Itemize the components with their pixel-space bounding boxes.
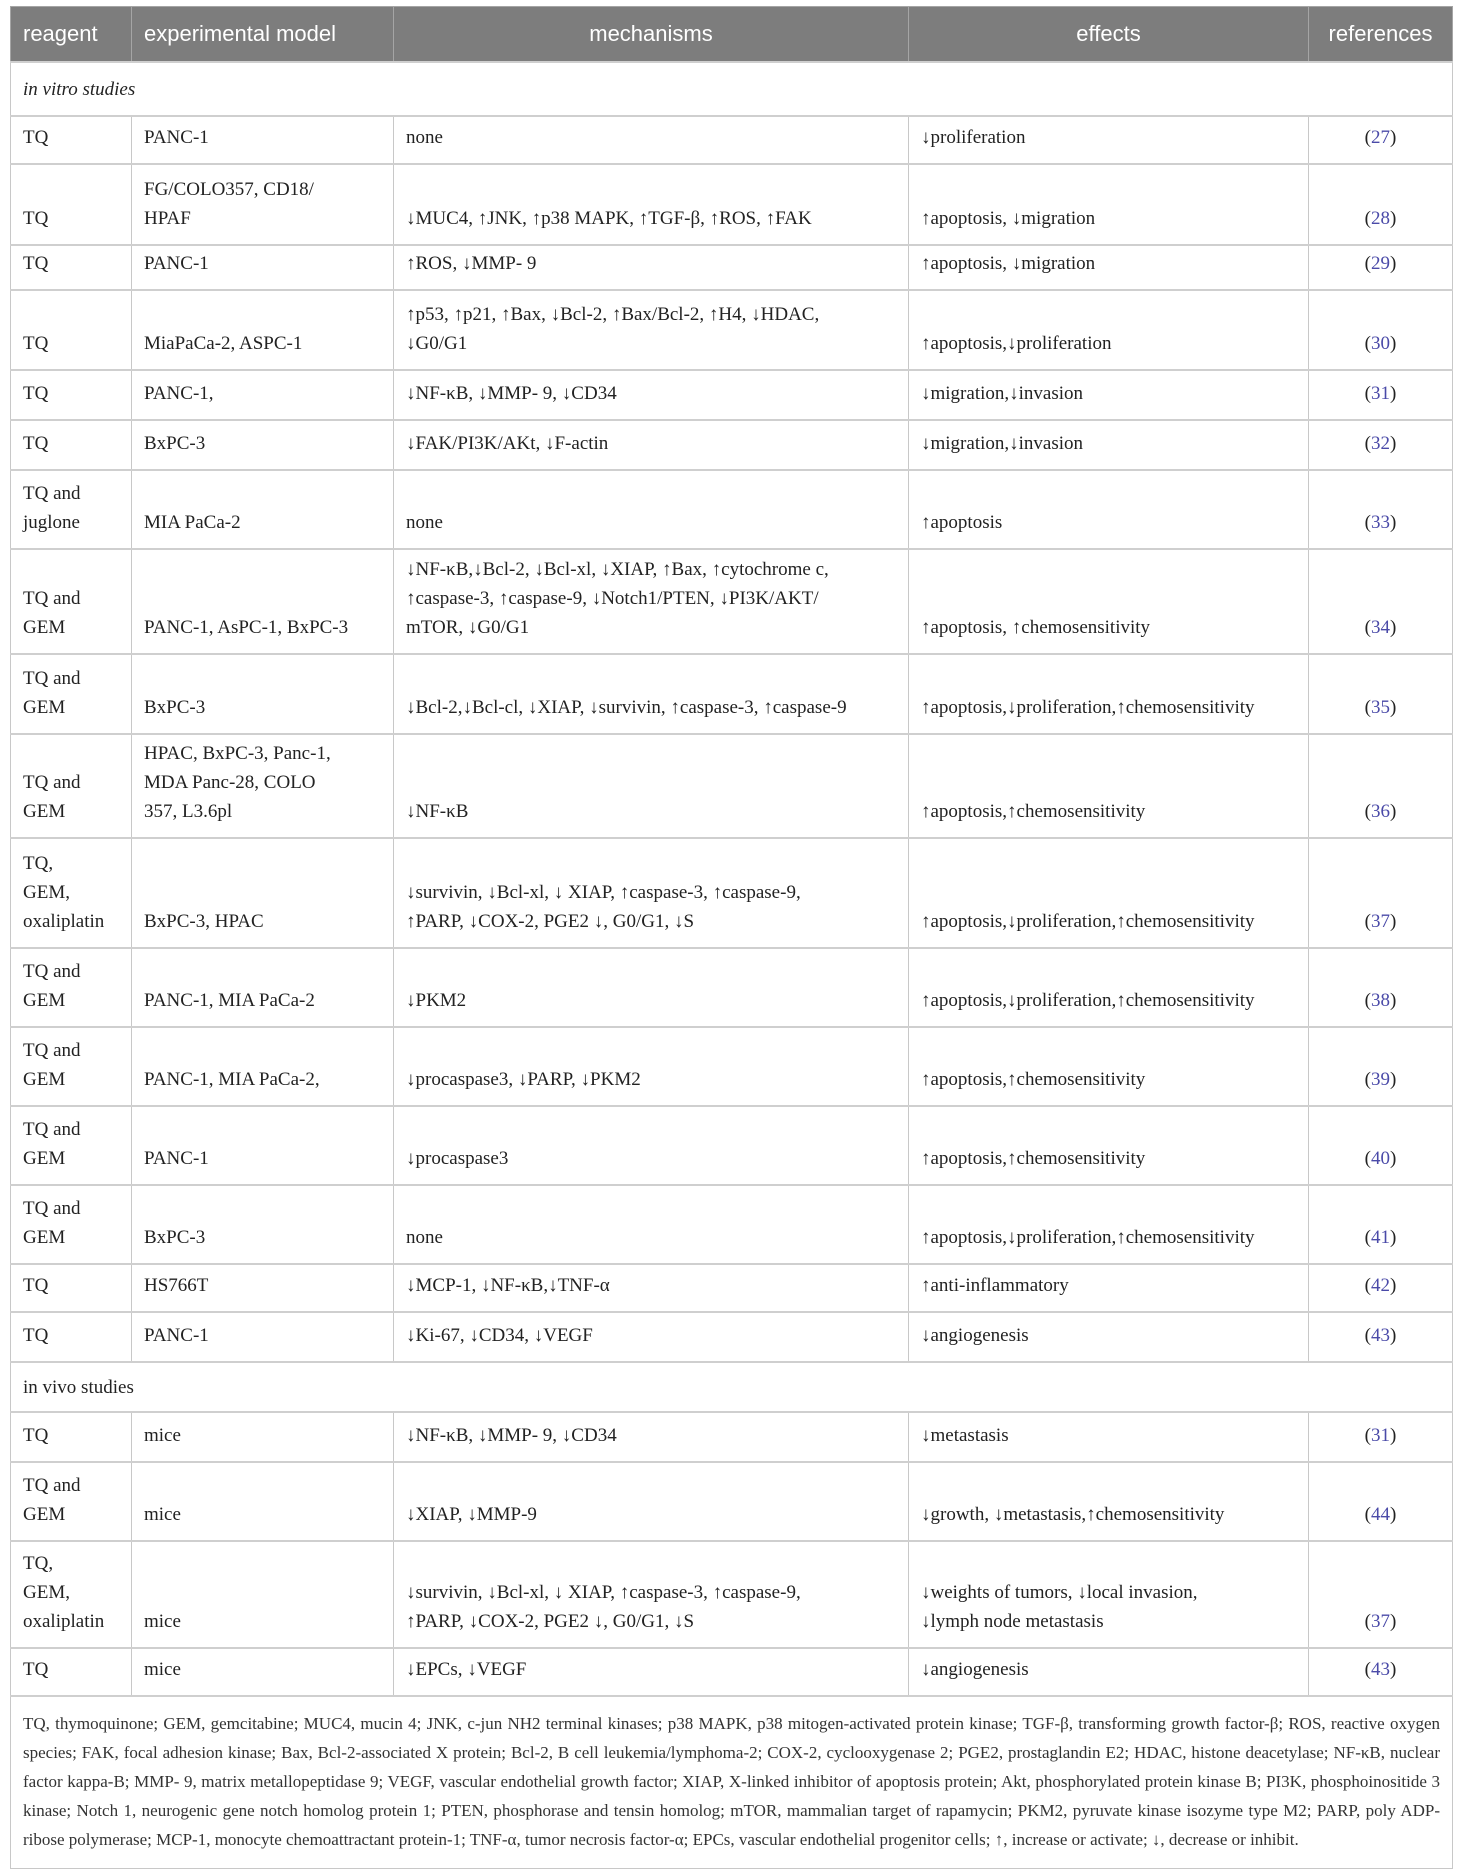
table-row (11, 1412, 1453, 1462)
reference-cell: (39) (1309, 1027, 1453, 1106)
footnote: TQ, thymoquinone; GEM, gemcitabine; MUC4, mucin 4; JNK, c-jun NH2 terminal kinases; p38 MAPK, p38 mitogen-activated protein kinase; TGF-β, transforming growth factor-β; ROS, reactive oxygen species; FAK, focal adhesion kinase; Bax, Bcl-2-associated X protein; Bcl-2, B cell leukemia/lymphoma-2; COX-2, cyclooxygenase 2; PGE2, prostaglandin E2; HDAC, histone deacetylase; NF-κB, nuclear factor kappa-B; MMP- 9, matrix metallopeptidase 9; VEGF, vascular endothelial growth factor; XIAP, X-linked inhibitor of apoptosis protein; Akt, phosphorylated protein kinase B; PI3K, phosphoinositide 3 kinase; Notch 1, neurogenic gene notch homolog protein 1; PTEN, phosphorase and tensin homolog; mTOR, mammalian target of rapamycin; PKM2, pyruvate kinase isozyme type M2; PARP, poly ADP-ribose polymerase; MCP-1, monocyte chemoattractant protein-1; TNF-α, tumor necrosis factor-α; EPCs, vascular endothelial progenitor cells; ↑, increase or activate; ↓, decrease or inhibit. (11, 1696, 1453, 1869)
reference-cell: (31) (1309, 1412, 1453, 1462)
reagent-cell: TQ and GEM (11, 654, 132, 734)
table-row (11, 370, 1453, 420)
effects-cell: ↓angiogenesis (909, 1312, 1309, 1362)
effects-cell: ↓weights of tumors, ↓local invasion, ↓lymph node metastasis (909, 1541, 1309, 1648)
reference-cell: (43) (1309, 1648, 1453, 1696)
reagent-cell: TQ, GEM, oxaliplatin (11, 1541, 132, 1648)
mechanisms-cell: ↓EPCs, ↓VEGF (394, 1648, 909, 1696)
reagent-cell: TQ and GEM (11, 1027, 132, 1106)
header-mechanisms: mechanisms (394, 7, 909, 63)
mechanisms-cell: ↓survivin, ↓Bcl-xl, ↓ XIAP, ↑caspase-3, ↑caspase-9, ↑PARP, ↓COX-2, PGE2 ↓, G0/G1, ↓S (394, 838, 909, 948)
reagent-cell: TQ (11, 245, 132, 290)
reference-link[interactable]: 33 (1371, 512, 1390, 533)
model-cell: PANC-1 (132, 245, 394, 290)
reagent-cell: TQ and GEM (11, 1462, 132, 1541)
model-cell: BxPC-3 (132, 420, 394, 470)
table-row (11, 549, 1453, 654)
reference-cell: (28) (1309, 164, 1453, 245)
reference-cell: (40) (1309, 1106, 1453, 1185)
section-in-vitro: in vitro studies (11, 62, 1453, 116)
reagent-cell: TQ and juglone (11, 470, 132, 549)
table-row (11, 1462, 1453, 1541)
effects-cell: ↑apoptosis, ↓migration (909, 245, 1309, 290)
effects-cell: ↑apoptosis, ↓migration (909, 164, 1309, 245)
model-cell: HPAC, BxPC-3, Panc-1, MDA Panc-28, COLO 357, L3.6pl (132, 734, 394, 838)
reference-link[interactable]: 40 (1371, 1148, 1390, 1169)
model-cell: BxPC-3 (132, 654, 394, 734)
reference-cell: (36) (1309, 734, 1453, 838)
model-cell: mice (132, 1648, 394, 1696)
table-row (11, 164, 1453, 245)
table-row (11, 1027, 1453, 1106)
reagent-cell: TQ (11, 1412, 132, 1462)
section-in-vivo: in vivo studies (11, 1362, 1453, 1412)
reagent-cell: TQ, GEM, oxaliplatin (11, 838, 132, 948)
model-cell: mice (132, 1412, 394, 1462)
table-row (11, 1648, 1453, 1696)
reagent-cell: TQ and GEM (11, 1106, 132, 1185)
table-row (11, 116, 1453, 164)
reference-cell: (37) (1309, 838, 1453, 948)
mechanisms-cell: ↓XIAP, ↓MMP-9 (394, 1462, 909, 1541)
reference-link[interactable]: 43 (1371, 1659, 1390, 1680)
model-cell: PANC-1 (132, 1312, 394, 1362)
reference-cell: (37) (1309, 1541, 1453, 1648)
effects-cell: ↓migration,↓invasion (909, 420, 1309, 470)
table-row (11, 245, 1453, 290)
studies-table (10, 6, 1453, 1869)
effects-cell: ↓migration,↓invasion (909, 370, 1309, 420)
reference-link[interactable]: 43 (1371, 1325, 1390, 1346)
reference-cell: (43) (1309, 1312, 1453, 1362)
reagent-cell: TQ and GEM (11, 549, 132, 654)
mechanisms-cell: ↓procaspase3, ↓PARP, ↓PKM2 (394, 1027, 909, 1106)
mechanisms-cell: ↓NF-κB, ↓MMP- 9, ↓CD34 (394, 370, 909, 420)
model-cell: BxPC-3, HPAC (132, 838, 394, 948)
model-cell: MiaPaCa-2, ASPC-1 (132, 290, 394, 370)
reference-link[interactable]: 30 (1371, 333, 1390, 354)
reagent-cell: TQ and GEM (11, 734, 132, 838)
effects-cell: ↑apoptosis, ↑chemosensitivity (909, 549, 1309, 654)
reagent-cell: TQ (11, 1312, 132, 1362)
reference-cell: (32) (1309, 420, 1453, 470)
mechanisms-cell: none (394, 470, 909, 549)
model-cell: FG/COLO357, CD18/ HPAF (132, 164, 394, 245)
reference-link[interactable]: 37 (1371, 1611, 1390, 1632)
effects-cell: ↑apoptosis,↑chemosensitivity (909, 1027, 1309, 1106)
effects-cell: ↑apoptosis,↓proliferation (909, 290, 1309, 370)
model-cell: PANC-1 (132, 116, 394, 164)
reference-link[interactable]: 28 (1371, 208, 1390, 229)
mechanisms-cell: none (394, 116, 909, 164)
reference-link[interactable]: 31 (1371, 383, 1390, 404)
mechanisms-cell: ↑ROS, ↓MMP- 9 (394, 245, 909, 290)
effects-cell: ↓growth, ↓metastasis,↑chemosensitivity (909, 1462, 1309, 1541)
effects-cell: ↑apoptosis,↓proliferation,↑chemosensitivity (909, 838, 1309, 948)
mechanisms-cell: ↓NF-κB, ↓MMP- 9, ↓CD34 (394, 1412, 909, 1462)
reference-cell: (38) (1309, 948, 1453, 1027)
reagent-cell: TQ and GEM (11, 948, 132, 1027)
table-row (11, 470, 1453, 549)
effects-cell: ↑apoptosis,↑chemosensitivity (909, 734, 1309, 838)
reference-link[interactable]: 27 (1371, 127, 1390, 148)
table-row (11, 420, 1453, 470)
footnote-row (11, 1696, 1453, 1869)
effects-cell: ↑apoptosis,↓proliferation,↑chemosensitivity (909, 654, 1309, 734)
reference-link[interactable]: 38 (1371, 990, 1390, 1011)
mechanisms-cell: ↓survivin, ↓Bcl-xl, ↓ XIAP, ↑caspase-3, ↑caspase-9, ↑PARP, ↓COX-2, PGE2 ↓, G0/G1, ↓S (394, 1541, 909, 1648)
mechanisms-cell: ↓NF-κB,↓Bcl-2, ↓Bcl-xl, ↓XIAP, ↑Bax, ↑cytochrome c, ↑caspase-3, ↑caspase-9, ↓Notch1/PTEN, ↓PI3K/AKT/ mTOR, ↓G0/G1 (394, 549, 909, 654)
effects-cell: ↓proliferation (909, 116, 1309, 164)
model-cell: mice (132, 1462, 394, 1541)
reference-link[interactable]: 39 (1371, 1069, 1390, 1090)
model-cell: mice (132, 1541, 394, 1648)
mechanisms-cell: ↓NF-κB (394, 734, 909, 838)
reagent-cell: TQ (11, 1648, 132, 1696)
reference-link[interactable]: 31 (1371, 1425, 1390, 1446)
reference-link[interactable]: 44 (1371, 1504, 1390, 1525)
table-row (11, 734, 1453, 838)
effects-cell: ↓metastasis (909, 1412, 1309, 1462)
reference-link[interactable]: 36 (1371, 801, 1390, 822)
reagent-cell: TQ (11, 164, 132, 245)
model-cell: PANC-1, (132, 370, 394, 420)
table-row (11, 1312, 1453, 1362)
reference-cell: (30) (1309, 290, 1453, 370)
header-effects: effects (909, 7, 1309, 63)
mechanisms-cell: ↓PKM2 (394, 948, 909, 1027)
model-cell: PANC-1 (132, 1106, 394, 1185)
table-row (11, 654, 1453, 734)
effects-cell: ↑anti-inflammatory (909, 1264, 1309, 1312)
model-cell: HS766T (132, 1264, 394, 1312)
reference-cell: (31) (1309, 370, 1453, 420)
model-cell: PANC-1, AsPC-1, BxPC-3 (132, 549, 394, 654)
table-row (11, 948, 1453, 1027)
mechanisms-cell: ↓MCP-1, ↓NF-κB,↓TNF-α (394, 1264, 909, 1312)
mechanisms-cell: ↑p53, ↑p21, ↑Bax, ↓Bcl-2, ↑Bax/Bcl-2, ↑H4, ↓HDAC, ↓G0/G1 (394, 290, 909, 370)
reagent-cell: TQ (11, 420, 132, 470)
effects-cell: ↑apoptosis,↓proliferation,↑chemosensitivity (909, 948, 1309, 1027)
reference-link[interactable]: 34 (1371, 617, 1390, 638)
reference-cell: (29) (1309, 245, 1453, 290)
header-reagent: reagent (11, 7, 132, 63)
mechanisms-cell: ↓FAK/PI3K/AKt, ↓F-actin (394, 420, 909, 470)
reagent-cell: TQ (11, 1264, 132, 1312)
reference-link[interactable]: 29 (1371, 253, 1390, 274)
effects-cell: ↓angiogenesis (909, 1648, 1309, 1696)
section-row-in-vivo (11, 1362, 1453, 1412)
model-cell: PANC-1, MIA PaCa-2, (132, 1027, 394, 1106)
mechanisms-cell: ↓procaspase3 (394, 1106, 909, 1185)
reference-link[interactable]: 37 (1371, 911, 1390, 932)
reference-link[interactable]: 42 (1371, 1275, 1390, 1296)
reference-cell: (33) (1309, 470, 1453, 549)
reference-cell: (35) (1309, 654, 1453, 734)
reagent-cell: TQ and GEM (11, 1185, 132, 1264)
reference-cell: (27) (1309, 116, 1453, 164)
reagent-cell: TQ (11, 370, 132, 420)
header-references: references (1309, 7, 1453, 63)
reagent-cell: TQ (11, 290, 132, 370)
reagent-cell: TQ (11, 116, 132, 164)
table-row (11, 290, 1453, 370)
header-row (11, 7, 1453, 63)
reference-link[interactable]: 41 (1371, 1227, 1390, 1248)
reference-cell: (34) (1309, 549, 1453, 654)
header-experimental-model: experimental model (132, 7, 394, 63)
reference-cell: (44) (1309, 1462, 1453, 1541)
reference-link[interactable]: 35 (1371, 697, 1390, 718)
reference-link[interactable]: 32 (1371, 433, 1390, 454)
table-row (11, 1541, 1453, 1648)
reference-cell: (41) (1309, 1185, 1453, 1264)
table-row (11, 1264, 1453, 1312)
model-cell: PANC-1, MIA PaCa-2 (132, 948, 394, 1027)
mechanisms-cell: none (394, 1185, 909, 1264)
table-row (11, 1185, 1453, 1264)
mechanisms-cell: ↓MUC4, ↑JNK, ↑p38 MAPK, ↑TGF-β, ↑ROS, ↑FAK (394, 164, 909, 245)
table-row (11, 838, 1453, 948)
model-cell: BxPC-3 (132, 1185, 394, 1264)
mechanisms-cell: ↓Bcl-2,↓Bcl-cl, ↓XIAP, ↓survivin, ↑caspase-3, ↑caspase-9 (394, 654, 909, 734)
table-row (11, 1106, 1453, 1185)
section-row-in-vitro (11, 62, 1453, 116)
effects-cell: ↑apoptosis,↓proliferation,↑chemosensitivity (909, 1185, 1309, 1264)
reference-cell: (42) (1309, 1264, 1453, 1312)
mechanisms-cell: ↓Ki-67, ↓CD34, ↓VEGF (394, 1312, 909, 1362)
effects-cell: ↑apoptosis,↑chemosensitivity (909, 1106, 1309, 1185)
model-cell: MIA PaCa-2 (132, 470, 394, 549)
effects-cell: ↑apoptosis (909, 470, 1309, 549)
